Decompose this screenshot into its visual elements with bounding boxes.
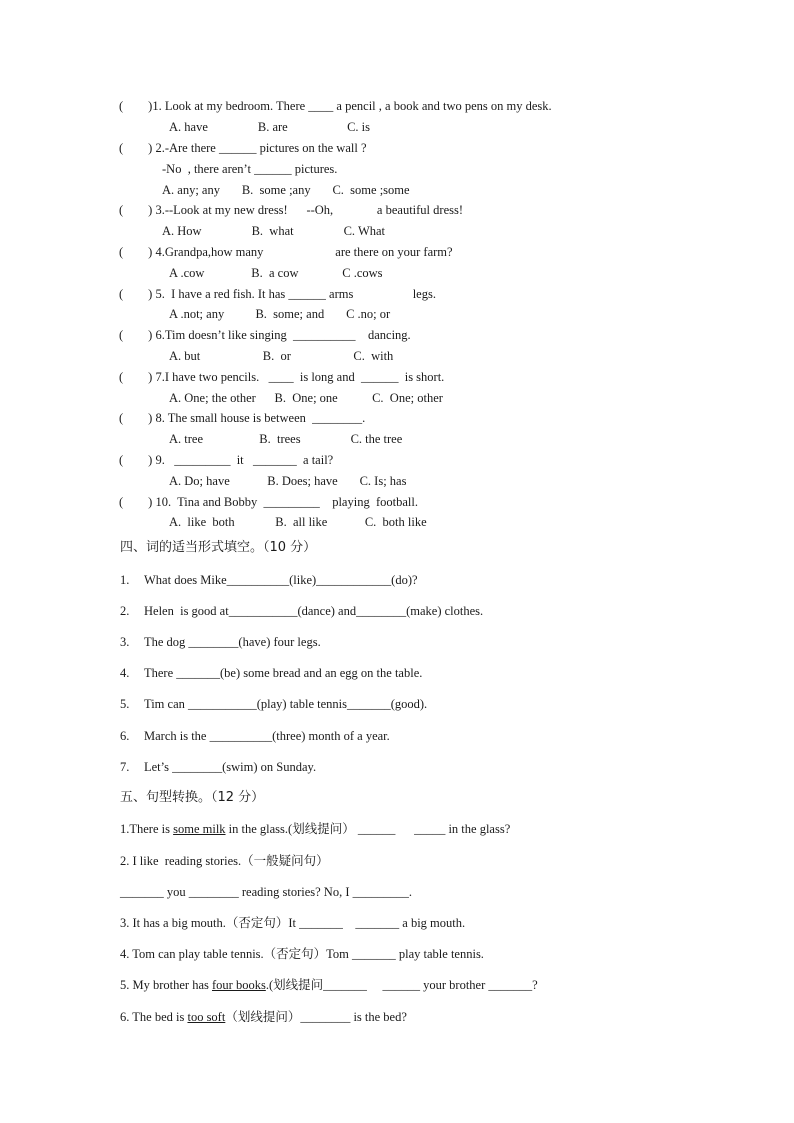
item-text: What does Mike__________(like)____________(do)? bbox=[144, 573, 418, 587]
question-3-options: A. How B. what C. What bbox=[162, 224, 386, 238]
item-number: 7. bbox=[120, 760, 130, 774]
question-4-options: A .cow B. a cow C .cows bbox=[169, 266, 383, 280]
section-4-item bbox=[120, 759, 316, 775]
question-5-stem: ( ) 5. I have a red fish. It has ______ arms legs. bbox=[119, 287, 436, 301]
section-4-item bbox=[120, 696, 427, 712]
section-4-item bbox=[120, 603, 483, 619]
question-6-options: A. but B. or C. with bbox=[169, 349, 394, 363]
underlined-phrase: four books bbox=[212, 978, 266, 992]
text-segment: （划线提问）________ is the bed? bbox=[225, 1010, 407, 1024]
question-6-stem: ( ) 6.Tim doesn’t like singing __________ dancing. bbox=[119, 328, 411, 342]
question-8-options: A. tree B. trees C. the tree bbox=[169, 432, 403, 446]
question-9-options: A. Do; have B. Does; have C. Is; has bbox=[169, 474, 407, 488]
transform-item-3: 3. It has a big mouth.（否定句）It _______ _______ a big mouth. bbox=[120, 916, 466, 930]
item-number: 5. bbox=[120, 697, 130, 711]
text-segment: 6. The bed is bbox=[120, 1010, 188, 1024]
item-number: 6. bbox=[120, 729, 130, 743]
text-segment: .(划线提问_______ ______ your brother _______? bbox=[265, 978, 538, 992]
item-number: 2. bbox=[120, 604, 130, 618]
question-5-options: A .not; any B. some; and C .no; or bbox=[169, 307, 391, 321]
item-number: 1. bbox=[120, 573, 130, 587]
transform-item-5 bbox=[120, 977, 538, 993]
item-number: 3. bbox=[120, 635, 130, 649]
item-number: 4. bbox=[120, 666, 130, 680]
transform-item-2: 2. I like reading stories.（一般疑问句） bbox=[120, 854, 329, 868]
section-4-item bbox=[120, 572, 418, 588]
question-3-stem: ( ) 3.--Look at my new dress! --Oh, a beautiful dress! bbox=[119, 203, 464, 217]
text-segment: 1.There is bbox=[120, 822, 174, 836]
transform-item-6 bbox=[120, 1009, 407, 1025]
question-2-stem: ( ) 2.-Are there ______ pictures on the wall ? bbox=[119, 141, 367, 155]
item-text: There _______(be) some bread and an egg on the table. bbox=[144, 666, 423, 680]
section-4-item bbox=[120, 665, 422, 681]
item-text: Tim can ___________(play) table tennis_______(good). bbox=[144, 697, 428, 711]
transform-item-2-answer: _______ you ________ reading stories? No, I _________. bbox=[120, 885, 412, 899]
question-7-options: A. One; the other B. One; one C. One; other bbox=[169, 391, 443, 405]
question-1-stem: ( )1. Look at my bedroom. There ____ a pencil , a book and two pens on my desk. bbox=[119, 99, 552, 113]
question-2-stem-reply: -No , there aren’t ______ pictures. bbox=[162, 162, 338, 176]
transform-item-4: 4. Tom can play table tennis.（否定句）Tom _______ play table tennis. bbox=[120, 947, 484, 961]
item-text: The dog ________(have) four legs. bbox=[144, 635, 321, 649]
underlined-phrase: too soft bbox=[187, 1010, 226, 1024]
question-10-options: A. like both B. all like C. both like bbox=[169, 515, 427, 529]
item-text: Helen is good at___________(dance) and________(make) clothes. bbox=[144, 604, 484, 618]
section-4-item bbox=[120, 634, 321, 650]
transform-item-1 bbox=[120, 821, 510, 837]
section-4-title: 四、词的适当形式填空。（10 分） bbox=[120, 540, 317, 555]
question-10-stem: ( ) 10. Tina and Bobby _________ playing football. bbox=[119, 495, 418, 509]
text-segment: in the glass.(划线提问） ______ _____ in the glass? bbox=[225, 822, 511, 836]
question-1-options: A. have B. are C. is bbox=[169, 120, 371, 134]
question-2-options: A. any; any B. some ;any C. some ;some bbox=[162, 183, 410, 197]
item-text: March is the __________(three) month of a year. bbox=[144, 729, 390, 743]
text-segment: 5. My brother has bbox=[120, 978, 212, 992]
item-text: Let’s ________(swim) on Sunday. bbox=[144, 760, 317, 774]
section-5-title: 五、句型转换。（12 分） bbox=[120, 790, 265, 805]
underlined-phrase: some milk bbox=[173, 822, 226, 836]
question-7-stem: ( ) 7.I have two pencils. ____ is long and ______ is short. bbox=[119, 370, 445, 384]
question-8-stem: ( ) 8. The small house is between ________. bbox=[119, 411, 366, 425]
question-4-stem: ( ) 4.Grandpa,how many are there on your farm? bbox=[119, 245, 453, 259]
question-9-stem: ( ) 9. _________ it _______ a tail? bbox=[119, 453, 334, 467]
section-4-item bbox=[120, 728, 390, 744]
